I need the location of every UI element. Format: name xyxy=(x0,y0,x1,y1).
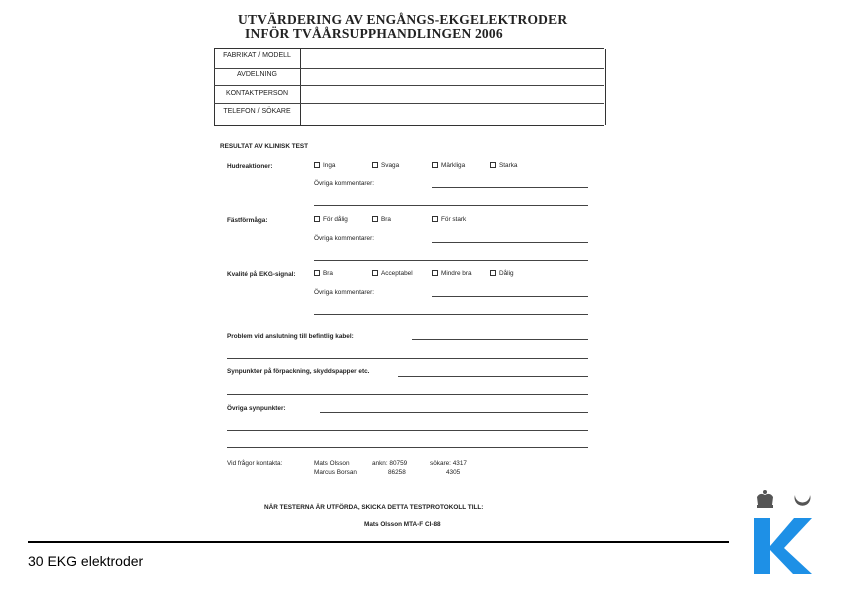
checkbox-icon[interactable] xyxy=(490,162,496,168)
comment-label: Övriga kommentarer: xyxy=(314,235,375,242)
table-divider xyxy=(300,49,301,125)
checkbox-option[interactable]: Bra xyxy=(314,270,333,277)
contact-name: Marcus Borsan xyxy=(314,469,357,476)
checkbox-icon[interactable] xyxy=(372,270,378,276)
table-row-label: KONTAKTPERSON xyxy=(225,90,289,97)
form-title-line1: UTVÄRDERING AV ENGÅNGS-EKGELEKTRODER xyxy=(238,12,568,27)
checkbox-option[interactable]: Acceptabel xyxy=(372,270,413,277)
answer-line[interactable] xyxy=(412,339,588,340)
question-other: Övriga synpunkter: xyxy=(227,405,286,412)
contact-sokare: sökare: 4317 xyxy=(430,460,467,467)
group-label: Hudreaktioner: xyxy=(227,163,273,170)
contact-sokare: 4305 xyxy=(446,469,461,476)
table-right-border xyxy=(605,49,606,125)
comment-line[interactable] xyxy=(314,260,588,261)
checkbox-option[interactable]: Märkliga xyxy=(432,162,465,169)
section-heading: RESULTAT AV KLINISK TEST xyxy=(220,143,309,150)
checkbox-icon[interactable] xyxy=(432,270,438,276)
table-row-rule xyxy=(214,68,604,69)
checkbox-icon[interactable] xyxy=(314,162,320,168)
comment-line[interactable] xyxy=(432,296,588,297)
checkbox-icon[interactable] xyxy=(372,216,378,222)
answer-line[interactable] xyxy=(227,358,588,359)
checkbox-icon[interactable] xyxy=(372,162,378,168)
answer-line[interactable] xyxy=(227,394,588,395)
slide-caption: 30 EKG elektroder xyxy=(28,553,144,569)
send-instruction: NÄR TESTERNA ÄR UTFÖRDA, SKICKA DETTA TESTPROTOKOLL TILL: xyxy=(264,504,484,511)
crescent-icon xyxy=(795,495,811,506)
group-label: Kvalité på EKG-signal: xyxy=(227,271,296,278)
comment-label: Övriga kommentarer: xyxy=(314,180,375,187)
table-row-rule xyxy=(214,103,604,104)
checkbox-icon[interactable] xyxy=(432,216,438,222)
form-title-line2: INFÖR TVÅÅRSUPPHANDLINGEN 2006 xyxy=(245,26,503,41)
table-row-label: TELEFON / SÖKARE xyxy=(223,108,291,115)
info-table xyxy=(214,48,604,126)
checkbox-option[interactable]: Bra xyxy=(372,216,391,223)
comment-line[interactable] xyxy=(432,242,588,243)
checkbox-option[interactable]: Dålig xyxy=(490,270,514,277)
checkbox-icon[interactable] xyxy=(432,162,438,168)
checkbox-icon[interactable] xyxy=(490,270,496,276)
checkbox-option[interactable]: För dålig xyxy=(314,216,348,223)
contact-ankn: 86258 xyxy=(388,469,406,476)
checkbox-option[interactable]: Mindre bra xyxy=(432,270,472,277)
answer-line[interactable] xyxy=(398,376,588,377)
contact-name: Mats Olsson xyxy=(314,460,350,467)
comment-line[interactable] xyxy=(432,187,588,188)
checkbox-icon[interactable] xyxy=(314,270,320,276)
checkbox-option[interactable]: Inga xyxy=(314,162,335,169)
comment-line[interactable] xyxy=(314,205,588,206)
checkbox-option[interactable]: Svaga xyxy=(372,162,399,169)
checkbox-option[interactable]: För stark xyxy=(432,216,466,223)
answer-line[interactable] xyxy=(227,430,588,431)
group-label: Fästförmåga: xyxy=(227,217,268,224)
comment-line[interactable] xyxy=(314,314,588,315)
checkbox-option[interactable]: Starka xyxy=(490,162,517,169)
answer-line[interactable] xyxy=(227,447,588,448)
answer-line[interactable] xyxy=(320,412,588,413)
table-row-rule xyxy=(214,85,604,86)
table-row-label: AVDELNING xyxy=(237,71,277,78)
question-packaging: Synpunkter på förpackning, skyddspapper etc. xyxy=(227,368,370,375)
comment-label: Övriga kommentarer: xyxy=(314,289,375,296)
send-to: Mats Olsson MTA-F CI-88 xyxy=(364,521,441,528)
table-row-label: FABRIKAT / MODELL xyxy=(223,52,291,59)
crown-k-logo xyxy=(748,488,816,578)
footer-divider xyxy=(28,541,729,543)
question-problem: Problem vid anslutning till befintlig kabel: xyxy=(227,333,354,340)
checkbox-icon[interactable] xyxy=(314,216,320,222)
contact-label: Vid frågor kontakta: xyxy=(227,460,283,467)
crown-icon xyxy=(757,490,773,508)
k-letter-icon xyxy=(754,518,812,574)
contact-ankn: ankn: 80759 xyxy=(372,460,408,467)
